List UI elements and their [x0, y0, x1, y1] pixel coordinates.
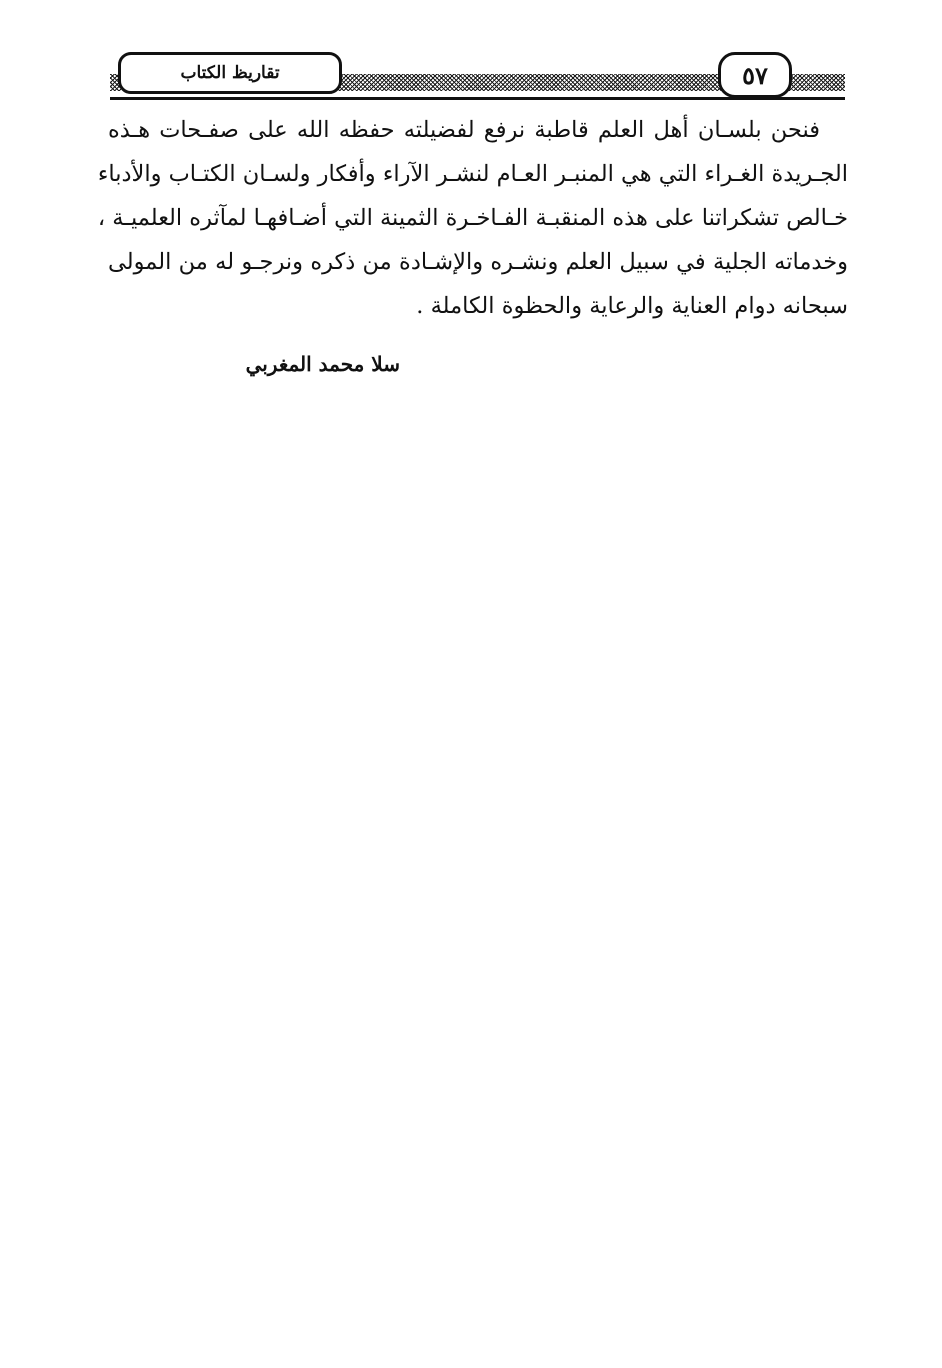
page-number: ٥٧ [718, 52, 792, 98]
text-line: فنحن بلسـان أهل العلم قاطبة نرفع لفضيلته حفظه الله على صفـحات هـذه [108, 117, 820, 143]
text-line: خـالص تشكراتنا على هذه المنقبـة الفـاخـرة الثمينة التي أضـافهـا لمآثره العلميـة ، [97, 205, 848, 231]
page-header [110, 52, 845, 104]
running-title: تقاريظ الكتاب [118, 52, 342, 94]
text-line: وخدماته الجلية في سبيل العلم ونشـره والإشـادة من ذكره ونرجـو له من المولى [108, 249, 848, 275]
paragraph [97, 108, 848, 328]
body-text [97, 108, 848, 328]
signature: سلا محمد المغربي [245, 352, 400, 376]
text-line: الجـريدة الغـراء التي هي المنبـر العـام لنشـر الآراء وأفكار ولسـان الكتـاب والأدباء [97, 161, 848, 187]
text-line: سبحانه دوام العناية والرعاية والحظوة الكاملة . [416, 293, 848, 319]
